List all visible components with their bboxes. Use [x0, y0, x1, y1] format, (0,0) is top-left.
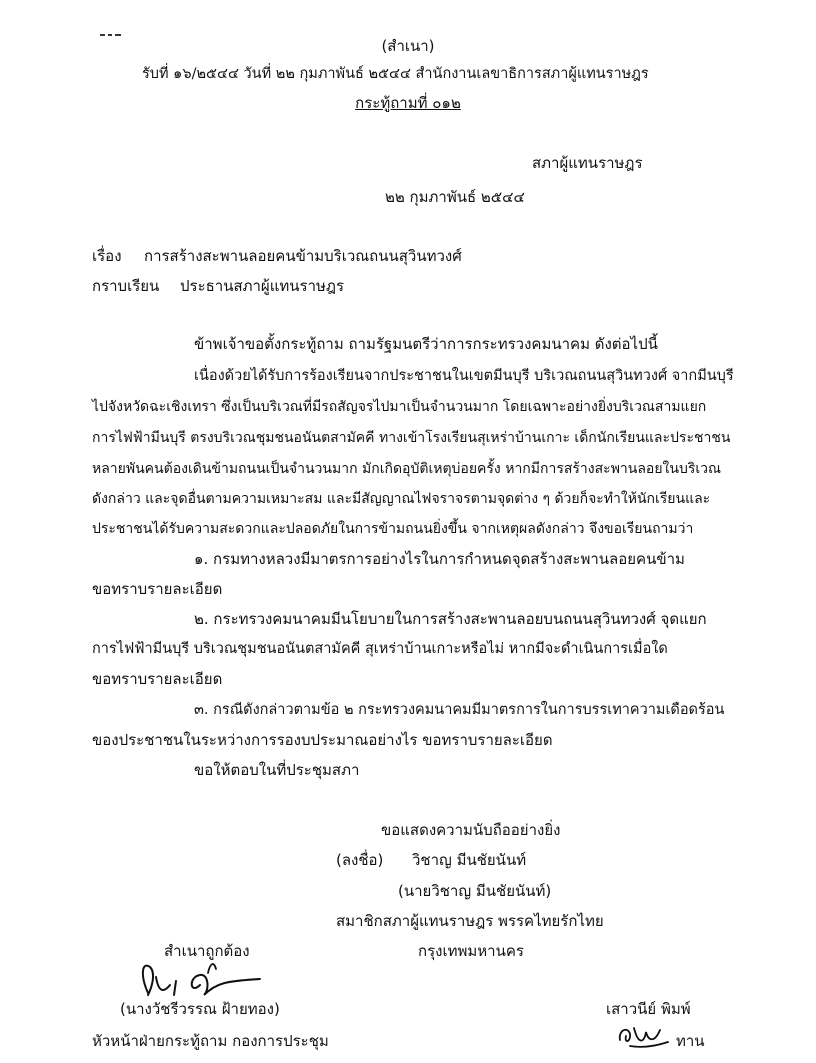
subject-text: การสร้างสะพานลอยคนข้ามบริเวณถนนสุวินทวงศ์ [144, 247, 462, 265]
background-line-3: การไฟฟ้ามีนบุรี ตรงบริเวณชุมชนอนันตสามัคคี ทางเข้าโรงเรียนสุเหร่าบ้านเกาะ เด็กนักเรียนและประชาชน [92, 430, 731, 446]
background-line-5: ดังกล่าว และจุดอื่นตามความเหมาะสม และมีสัญญาณไฟจราจรตามจุดต่าง ๆ ด้วยก็จะทำให้นักเรียนและ [92, 491, 711, 507]
intro-paragraph: ข้าพเจ้าขอตั้งกระทู้ถาม ถามรัฐมนตรีว่าการกระทรวงคมนาคม ดังต่อไปนี้ [194, 335, 658, 353]
certifier-position: หัวหน้าฝ่ายกระทู้ถาม กองการประชุม [92, 1032, 329, 1050]
background-line-2: ไปจังหวัดฉะเชิงเทรา ซึ่งเป็นบริเวณที่มีรถสัญจรไปมาเป็นจำนวนมาก โดยเฉพาะอย่างยิ่งบริเวณสามแยก [92, 399, 707, 415]
certifier-signature [130, 955, 280, 1005]
background-line-1: เนื่องด้วยได้รับการร้องเรียนจากประชาชนในเขตมีนบุรี บริเวณถนนสุวินทวงศ์ จากมีนบุรี [194, 368, 734, 384]
question-2-line-2: การไฟฟ้ามีนบุรี บริเวณชุมชนอนันตสามัคคี สุเหร่าบ้านเกาะหรือไม่ หากมีจะดำเนินการเมื่อใด [92, 641, 668, 657]
question-3-line-2: ของประชาชนในระหว่างการรองบประมาณอย่างไร ขอทราบรายละเอียด [92, 731, 553, 749]
province: กรุงเทพมหานคร [418, 942, 524, 960]
closing-respect: ขอแสดงความนับถืออย่างยิ่ง [381, 821, 561, 839]
question-2-line-3: ขอทราบรายละเอียด [92, 670, 223, 688]
certified-copy-label: สำเนาถูกต้อง [164, 942, 250, 960]
sender-office: สภาผู้แทนราษฎร [532, 154, 643, 172]
proofread-label: ทาน [676, 1032, 705, 1050]
member-position: สมาชิกสภาผู้แทนราษฎร พรรคไทยรักไทย [336, 912, 604, 930]
signed-label: (ลงชื่อ) [336, 851, 384, 869]
question-2-line-1: ๒. กระทรวงคมนาคมมีนโยบายในการสร้างสะพานลอยบนถนนสุวินทวงศ์ จุดแยก [194, 610, 707, 628]
salutation-text: ประธานสภาผู้แทนราษฎร [180, 277, 345, 295]
letter-date: ๒๒ กุมภาพันธ์ ๒๕๔๔ [385, 188, 525, 206]
answer-request: ขอให้ตอบในที่ประชุมสภา [194, 761, 360, 779]
proofreader-name: เสาวนีย์ พิมพ์ [606, 1000, 691, 1018]
received-line: รับที่ ๑๖/๒๕๔๔ วันที่ ๒๒ กุมภาพันธ์ ๒๕๔๔ สำนักงานเลขาธิการสภาผู้แทนราษฎร [142, 66, 649, 82]
certifier-name: (นางวัชรีวรรณ ฝ้ายทอง) [120, 1000, 280, 1018]
background-line-6: ประชาชนได้รับความสะดวกและปลอดภัยในการข้ามถนนยิ่งขึ้น จากเหตุผลดังกล่าว จึงขอเรียนถามว่า [92, 521, 694, 537]
proofreader-initials [616, 1022, 672, 1052]
printed-name: (นายวิชาญ มีนชัยนันท์) [398, 882, 552, 900]
question-1-line-1: ๑. กรมทางหลวงมีมาตรการอย่างไรในการกำหนดจุดสร้างสะพานลอยคนข้าม [194, 550, 685, 568]
subject-label: เรื่อง [92, 247, 122, 265]
background-line-4: หลายพันคนต้องเดินข้ามถนนเป็นจำนวนมาก มักเกิดอุบัติเหตุบ่อยครั้ง หากมีการสร้างสะพานลอยในบริเวณ [92, 461, 721, 477]
salutation-label: กราบเรียน [92, 277, 160, 295]
signed-name: วิชาญ มีนชัยนันท์ [412, 851, 527, 869]
copy-label: (สำเนา) [381, 37, 435, 55]
question-number: กระทู้ถามที่ ๐๑๒ [355, 94, 461, 112]
question-3-line-1: ๓. กรณีดังกล่าวตามข้อ ๒ กระทรวงคมนาคมมีมาตรการในการบรรเทาความเดือดร้อน [194, 702, 725, 718]
question-1-line-2: ขอทราบรายละเอียด [92, 580, 223, 598]
